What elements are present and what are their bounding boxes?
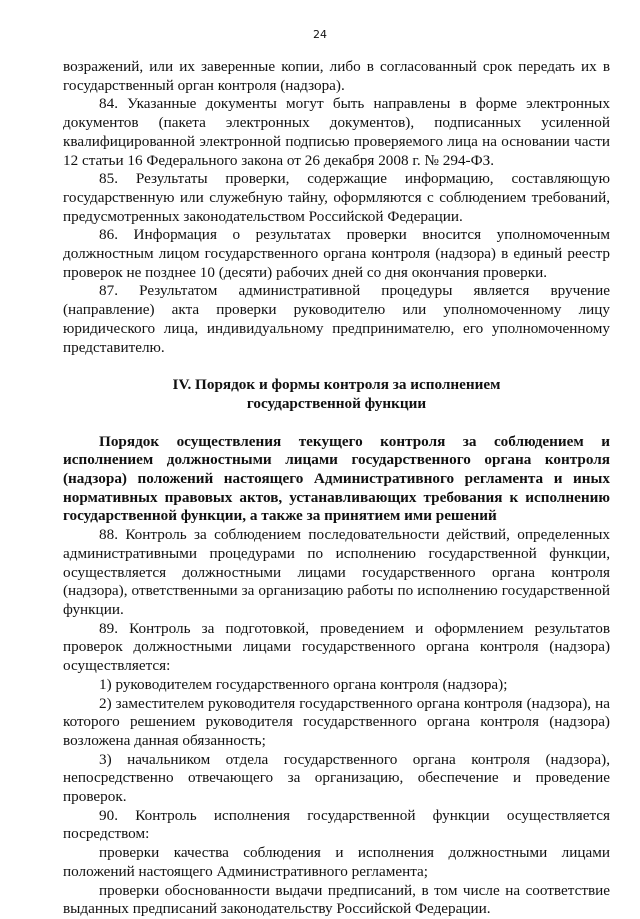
list-item: 1) руководителем государственного органа контроля (надзора); [99,675,508,693]
paragraph-90: 90. Контроль исполнения государственной функции осуществляется посредством: [63,806,610,843]
list-item: проверки качества соблюдения и исполнения должностными лицами положений настоящего Административного регламента; [63,844,610,880]
section-title [63,376,610,413]
section-title-line: IV. Порядок и формы контроля за исполнением [172,376,501,394]
paragraph-88: 88. Контроль за соблюдением последовательности действий, определенных административными процедурами по исполнению государственной функции, осуществляется должностными лицами государственного органа контроля (надзора), ответственными за организацию работы по исполнению государственной функции. [63,526,610,618]
page-number: 24 [313,28,327,41]
paragraph: возражений, или их заверенные копии, либо в согласованный срок передать их в государственный орган контроля (надзора). [63,58,610,94]
list-item: проверки обоснованности выдачи предписаний, в том числе на соответствие выданных предписаний законодательству Российской Федерации. [63,881,610,918]
paragraph-84: 84. Указанные документы могут быть направлены в форме электронных документов (пакета электронных документов), подписанных усиленной квалифицированной электронной подписью проверяемого лица на основании части 12 статьи 16 Федерального закона от 26 декабря 2008 г. № 294-ФЗ. [63,95,610,169]
document-body [63,58,610,919]
section-title-line: государственной функции [246,394,427,412]
paragraph-86: 86. Информация о результатах проверки вносится уполномоченным должностным лицом государственного органа контроля (надзора) в единый реестр проверок не позднее 10 (десяти) рабочих дней со дня окончания проверки. [63,226,610,281]
paragraph-87: 87. Результатом административной процедуры является вручение (направление) акта проверки руководителю или уполномоченному лицу юридического лица, индивидуальному предпринимателю, его уполномоченному представителю. [63,282,610,356]
list-item: 2) заместителем руководителя государственного органа контроля (надзора), на которого решением руководителя государственного органа контроля (надзора) возложена данная обязанность; [63,694,610,749]
paragraph-85: 85. Результаты проверки, содержащие информацию, составляющую государственную или служебную тайну, оформляются с соблюдением требований, предусмотренных законодательством Российской Федерации. [63,170,610,225]
paragraph-89: 89. Контроль за подготовкой, проведением и оформлением результатов проверок должностными лицами государственного органа контроля (надзора) осуществляется: [63,619,610,675]
subsection-title: Порядок осуществления текущего контроля за соблюдением и исполнением должностными лицами государственного органа контроля (надзора) положений настоящего Административного регламента и иных нормативных правовых актов, устанавливающих требования к исполнению государственной функции, а также за принятием ими решений [63,432,610,525]
list-item: 3) начальником отдела государственного органа контроля (надзора), непосредственно отвечающего за организацию, обеспечение и проведение проверок. [63,750,610,806]
